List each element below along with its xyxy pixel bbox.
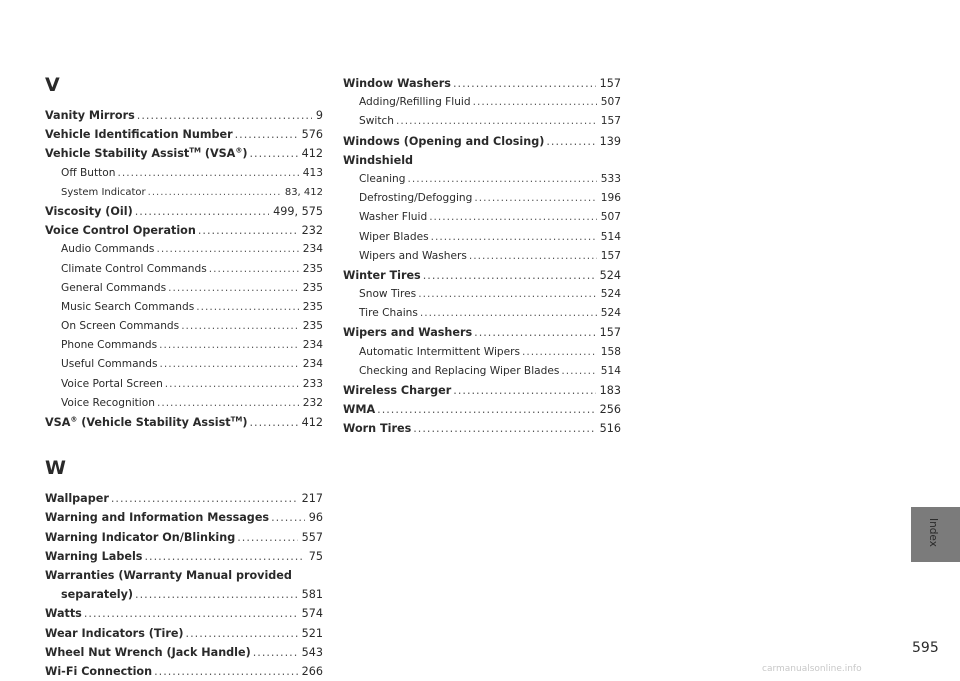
index-subentry: Automatic Intermittent Wipers ..... 158: [343, 343, 621, 362]
index-section-w: [45, 457, 323, 681]
index-subentry: Adding/Refilling Fluid ..... 507: [343, 93, 621, 112]
index-subentry: Checking and Replacing Wiper Blades ..... 514: [343, 362, 621, 381]
index-subentry: Climate Control Commands ..... 235: [45, 260, 323, 279]
index-subentry: Washer Fluid ..... 507: [343, 208, 621, 227]
index-entry: Windows (Opening and Closing) ..... 139: [343, 132, 621, 151]
index-entry: Wi-Fi Connection ..... 266: [45, 662, 323, 681]
index-entry: Winter Tires ..... 524: [343, 266, 621, 285]
index-entry: Vehicle Identification Number ..... 576: [45, 125, 323, 144]
index-entry: Window Washers ..... 157: [343, 74, 621, 93]
index-entry: Voice Control Operation ..... 232: [45, 221, 323, 240]
index-entry: Wheel Nut Wrench (Jack Handle) ..... 543: [45, 643, 323, 662]
index-subentry: System Indicator ..... 83, 412: [45, 183, 323, 202]
index-subentry: Off Button ..... 413: [45, 164, 323, 183]
index-entry-heading: Windshield: [343, 153, 414, 167]
index-entry: Warning Labels ..... 75: [45, 547, 323, 566]
index-subentry: Wipers and Washers ..... 157: [343, 247, 621, 266]
index-subentry: Cleaning ..... 533: [343, 170, 621, 189]
index-column-left: [45, 74, 323, 681]
index-subentry: Wiper Blades ..... 514: [343, 228, 621, 247]
section-letter-w: W: [45, 457, 66, 480]
index-subentry: Tire Chains ..... 524: [343, 304, 621, 323]
index-entry: Vehicle Stability Assist™ (VSA®) ..... 412: [45, 144, 323, 163]
index-subentry: Snow Tires ..... 524: [343, 285, 621, 304]
side-tab-label: Index: [927, 518, 939, 547]
index-column-right: [343, 74, 621, 439]
index-subentry: Defrosting/Defogging ..... 196: [343, 189, 621, 208]
index-subentry: Switch ..... 157: [343, 112, 621, 131]
index-subentry: Music Search Commands ..... 235: [45, 298, 323, 317]
index-entry: Wireless Charger ..... 183: [343, 381, 621, 400]
index-subentry: Voice Recognition ..... 232: [45, 394, 323, 413]
index-subentry: General Commands ..... 235: [45, 279, 323, 298]
index-entry-heading: Warranties (Warranty Manual provided: [45, 568, 292, 582]
index-entry: Vanity Mirrors ..... 9: [45, 106, 323, 125]
watermark: carmanualsonline.info: [762, 664, 862, 674]
index-entry: Wear Indicators (Tire) ..... 521: [45, 624, 323, 643]
index-subentry: On Screen Commands ..... 235: [45, 317, 323, 336]
index-subentry: Voice Portal Screen ..... 233: [45, 375, 323, 394]
index-entry: Viscosity (Oil) ..... 499, 575: [45, 202, 323, 221]
index-subentry: Phone Commands ..... 234: [45, 336, 323, 355]
index-entry: Warning Indicator On/Blinking ..... 557: [45, 528, 323, 547]
page-number: 595: [912, 640, 939, 656]
index-entry: WMA ..... 256: [343, 400, 621, 419]
index-section-v: [45, 74, 323, 432]
index-subentry: Audio Commands ..... 234: [45, 240, 323, 259]
index-entry: VSA® (Vehicle Stability Assist™) ..... 412: [45, 413, 323, 432]
index-entry: Worn Tires ..... 516: [343, 419, 621, 438]
index-entry: Wallpaper ..... 217: [45, 489, 323, 508]
index-subentry: Useful Commands ..... 234: [45, 355, 323, 374]
index-entry: Wipers and Washers ..... 157: [343, 323, 621, 342]
section-letter-v: V: [45, 74, 60, 96]
index-entry: Watts ..... 574: [45, 604, 323, 623]
index-entry: Warning and Information Messages ..... 96: [45, 508, 323, 527]
index-entry-continuation: separately) ..... 581: [45, 585, 323, 604]
